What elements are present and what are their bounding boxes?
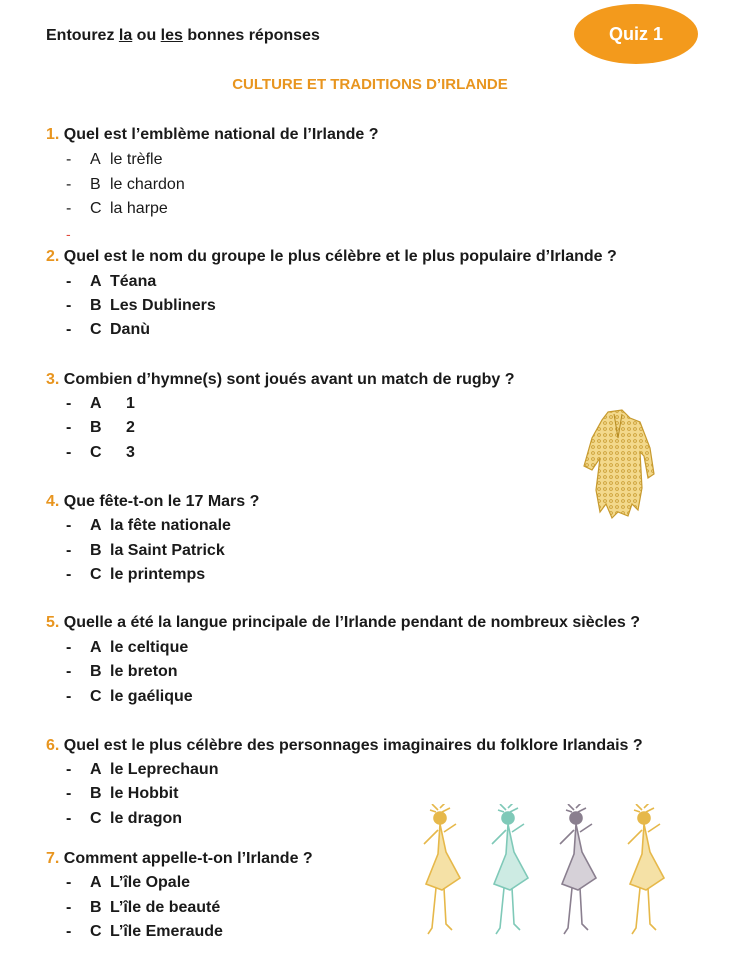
quiz-badge [574, 4, 698, 64]
option-letter: B [90, 542, 102, 559]
option-text: le chardon [110, 176, 185, 193]
option-letter: B [90, 785, 102, 802]
instruction-text: ou [132, 27, 161, 44]
option-text: la Saint Patrick [110, 542, 225, 559]
dancer-figure [424, 804, 460, 934]
option-letter: A [90, 517, 102, 534]
option-text: 3 [126, 444, 135, 461]
question-3 [46, 371, 515, 389]
option-5a[interactable]: - A le celtique [66, 639, 189, 656]
option-text: le printemps [110, 566, 206, 583]
option-3a[interactable]: - A 1 [66, 395, 135, 412]
question-text: Quel est le plus célèbre des personnages imaginaires du folklore Irlandais ? [59, 737, 643, 754]
option-letter: B [90, 663, 102, 680]
lace-dress-icon [578, 408, 660, 520]
option-text: 2 [126, 419, 135, 436]
dancers-illustration [416, 804, 686, 944]
question-1 [46, 126, 379, 144]
option-2a[interactable]: - A Téana [66, 273, 157, 290]
option-7c[interactable]: - C L’île Emeraude [66, 923, 223, 940]
option-letter: B [90, 297, 102, 314]
option-letter: A [90, 874, 102, 891]
page-title [0, 76, 740, 93]
quiz-badge-label: Quiz 1 [608, 23, 663, 44]
option-2c[interactable]: - C Danù [66, 321, 150, 338]
question-number: 1. [46, 126, 60, 143]
option-text: 1 [126, 395, 135, 412]
question-2 [46, 248, 617, 266]
option-3b[interactable]: - B 2 [66, 419, 135, 436]
option-text: le Hobbit [110, 785, 179, 802]
option-text: le celtique [110, 639, 189, 656]
option-1a[interactable]: - A le trèfle [66, 151, 163, 168]
option-1c[interactable]: - C la harpe [66, 200, 168, 217]
option-letter: C [90, 688, 102, 705]
option-letter: C [90, 200, 102, 217]
question-number: 6. [46, 737, 60, 754]
option-6a[interactable]: - A le Leprechaun [66, 761, 219, 778]
option-text: L’île Opale [110, 874, 191, 891]
question-number: 3. [46, 371, 60, 388]
option-letter: B [90, 419, 102, 436]
option-4a[interactable]: - A la fête nationale [66, 517, 231, 534]
instruction-text: bonnes réponses [182, 27, 320, 44]
option-5c[interactable]: - C le gaélique [66, 688, 193, 705]
question-5 [46, 614, 640, 632]
option-3c[interactable]: - C 3 [66, 444, 135, 461]
option-letter: A [90, 273, 102, 290]
option-4b[interactable]: - B la Saint Patrick [66, 542, 225, 559]
option-letter: A [90, 761, 102, 778]
question-text: Quelle a été la langue principale de l’Irlande pendant de nombreux siècles ? [59, 614, 640, 631]
option-text: Téana [110, 273, 157, 290]
option-2b[interactable]: - B Les Dubliners [66, 297, 216, 314]
option-text: la fête nationale [110, 517, 231, 534]
option-5b[interactable]: - B le breton [66, 663, 178, 680]
option-text: le Leprechaun [110, 761, 219, 778]
option-letter: A [90, 395, 102, 412]
question-number: 2. [46, 248, 60, 265]
option-text: la harpe [110, 200, 168, 217]
question-text: Combien d’hymne(s) sont joués avant un match de rugby ? [59, 371, 515, 388]
option-letter: C [90, 566, 102, 583]
question-number: 4. [46, 493, 60, 510]
dancer-figure [560, 804, 596, 934]
option-7b[interactable]: - B L’île de beauté [66, 899, 221, 916]
option-text: L’île Emeraude [110, 923, 223, 940]
question-text: Comment appelle-t-on l’Irlande ? [59, 850, 313, 867]
question-number: 7. [46, 850, 60, 867]
dancer-figure [628, 804, 664, 934]
option-4c[interactable]: - C le printemps [66, 566, 206, 583]
question-number: 5. [46, 614, 60, 631]
option-letter: B [90, 899, 102, 916]
option-text: le breton [110, 663, 178, 680]
page-title-text: CULTURE ET TRADITIONS D’IRLANDE [232, 76, 508, 93]
option-letter: B [90, 176, 101, 193]
option-1b[interactable]: - B le chardon [66, 176, 185, 193]
option-letter: C [90, 923, 102, 940]
question-text: Quel est le nom du groupe le plus célèbre et le plus populaire d’Irlande ? [59, 248, 617, 265]
option-letter: C [90, 321, 102, 338]
option-text: L’île de beauté [110, 899, 221, 916]
option-letter: C [90, 444, 102, 461]
question-text: Que fête-t-on le 17 Mars ? [59, 493, 260, 510]
option-7a[interactable]: - A L’île Opale [66, 874, 191, 891]
instruction-text: Entourez [46, 27, 119, 44]
option-text: Les Dubliners [110, 297, 216, 314]
option-text: le gaélique [110, 688, 193, 705]
question-text: Quel est l’emblème national de l’Irlande ? [59, 126, 379, 143]
question-7 [46, 850, 313, 868]
option-letter: A [90, 639, 102, 656]
option-letter: C [90, 810, 102, 827]
instruction-la: la [118, 27, 133, 44]
option-text: Danù [110, 321, 150, 338]
dancer-figure [492, 804, 528, 934]
option-6c[interactable]: - C le dragon [66, 810, 183, 827]
option-text: le dragon [110, 810, 183, 827]
option-text: le trèfle [110, 151, 163, 168]
option-letter: A [90, 151, 101, 168]
question-4 [46, 493, 259, 511]
question-6 [46, 737, 643, 755]
red-dash-marker: - [66, 226, 71, 242]
instruction [46, 27, 320, 45]
option-6b[interactable]: - B le Hobbit [66, 785, 179, 802]
instruction-les: les [160, 27, 183, 44]
